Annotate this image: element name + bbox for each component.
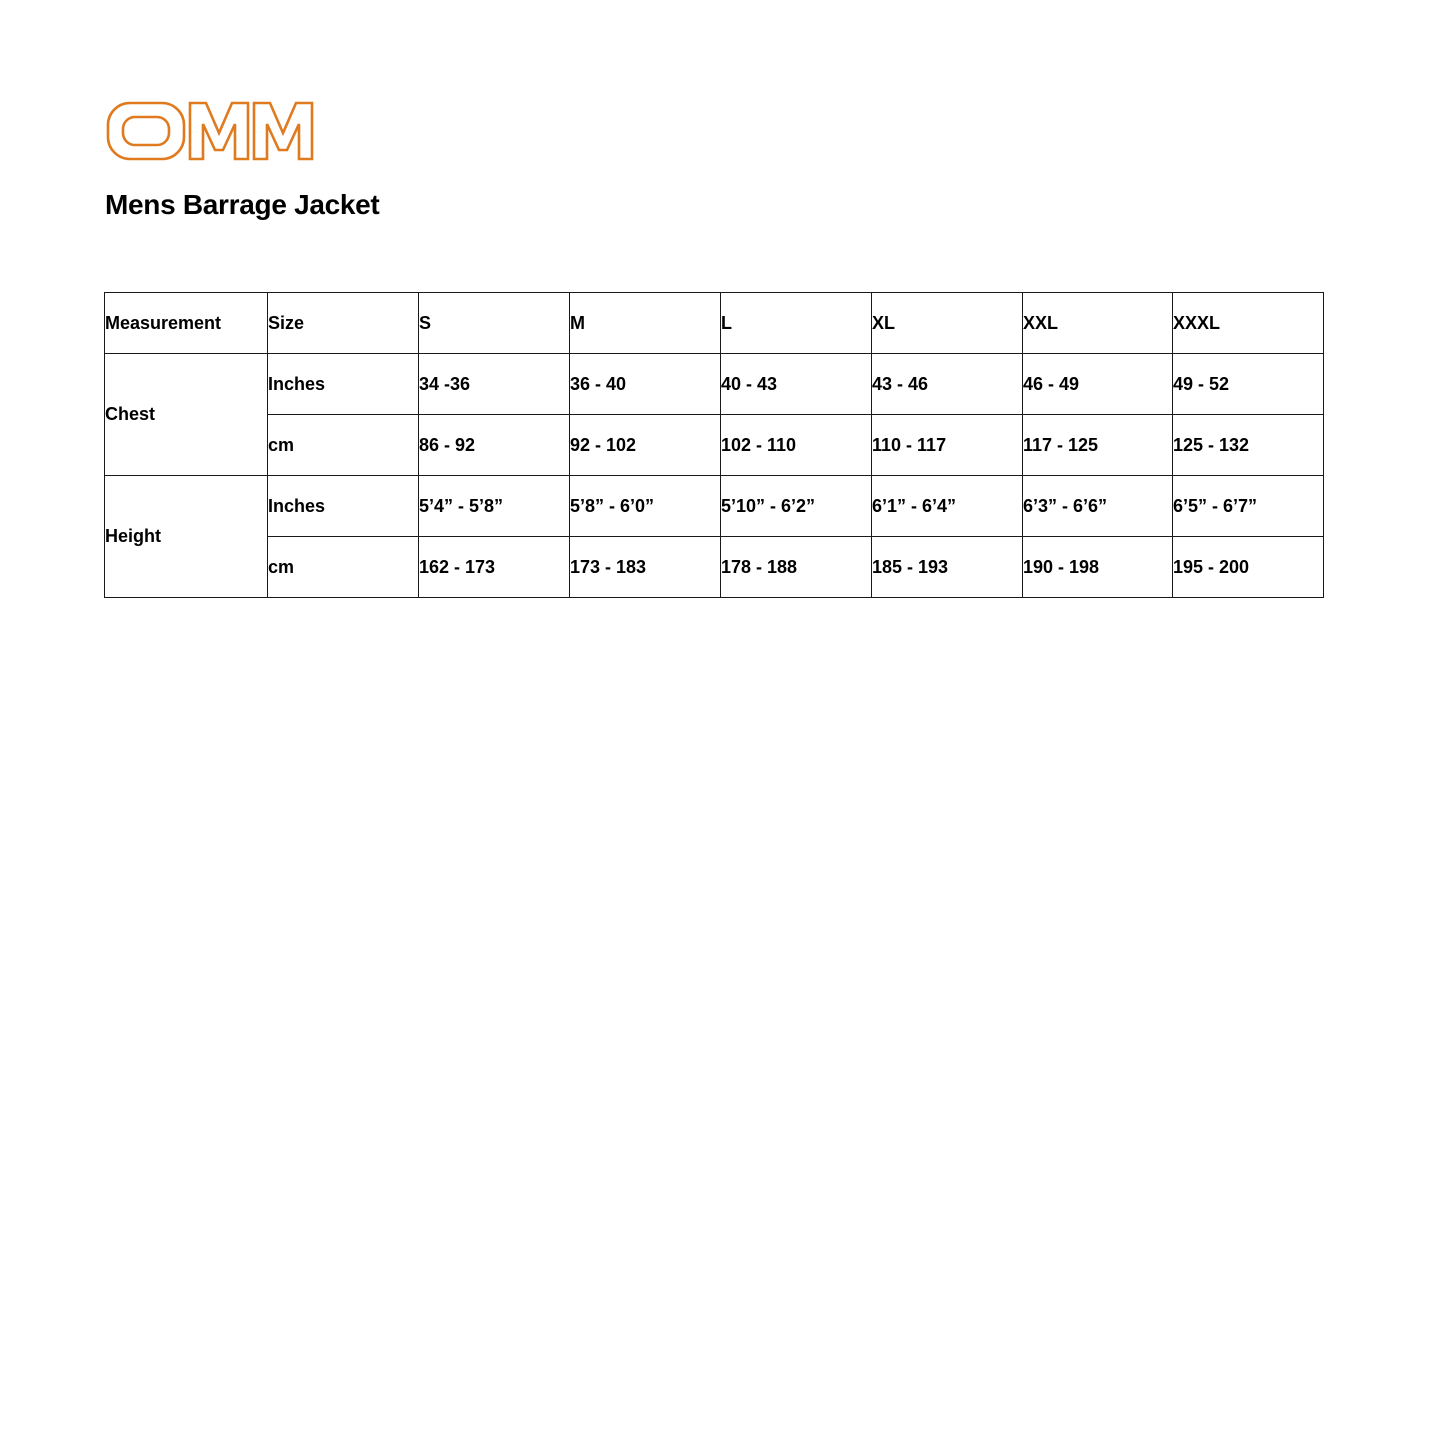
value-cell: 46 - 49 (1023, 354, 1173, 415)
header-size-s: S (419, 293, 570, 354)
table-row (105, 354, 1324, 415)
table-row (105, 476, 1324, 537)
value-cell: 190 - 198 (1023, 537, 1173, 598)
value-cell: 6’1” - 6’4” (872, 476, 1023, 537)
header-size-xl: XL (872, 293, 1023, 354)
header-size: Size (268, 293, 419, 354)
unit-cell: cm (268, 415, 419, 476)
value-cell: 34 -36 (419, 354, 570, 415)
measurement-height: Height (105, 476, 268, 598)
unit-cell: Inches (268, 476, 419, 537)
unit-cell: Inches (268, 354, 419, 415)
value-cell: 5’10” - 6’2” (721, 476, 872, 537)
header-size-xxxl: XXXL (1173, 293, 1324, 354)
value-cell: 125 - 132 (1173, 415, 1324, 476)
unit-cell: cm (268, 537, 419, 598)
value-cell: 178 - 188 (721, 537, 872, 598)
value-cell: 6’3” - 6’6” (1023, 476, 1173, 537)
value-cell: 36 - 40 (570, 354, 721, 415)
value-cell: 43 - 46 (872, 354, 1023, 415)
header-size-l: L (721, 293, 872, 354)
value-cell: 162 - 173 (419, 537, 570, 598)
value-cell: 185 - 193 (872, 537, 1023, 598)
value-cell: 102 - 110 (721, 415, 872, 476)
value-cell: 195 - 200 (1173, 537, 1324, 598)
table-header-row (105, 293, 1324, 354)
value-cell: 49 - 52 (1173, 354, 1324, 415)
header-measurement: Measurement (105, 293, 268, 354)
value-cell: 86 - 92 (419, 415, 570, 476)
measurement-chest: Chest (105, 354, 268, 476)
header-size-m: M (570, 293, 721, 354)
value-cell: 117 - 125 (1023, 415, 1173, 476)
table-row (105, 415, 1324, 476)
value-cell: 40 - 43 (721, 354, 872, 415)
size-chart-table (104, 292, 1324, 598)
value-cell: 173 - 183 (570, 537, 721, 598)
omm-logo (106, 100, 322, 162)
value-cell: 5’8” - 6’0” (570, 476, 721, 537)
value-cell: 92 - 102 (570, 415, 721, 476)
page-title: Mens Barrage Jacket (105, 189, 380, 220)
value-cell: 6’5” - 6’7” (1173, 476, 1324, 537)
value-cell: 110 - 117 (872, 415, 1023, 476)
header-size-xxl: XXL (1023, 293, 1173, 354)
value-cell: 5’4” - 5’8” (419, 476, 570, 537)
table-row (105, 537, 1324, 598)
